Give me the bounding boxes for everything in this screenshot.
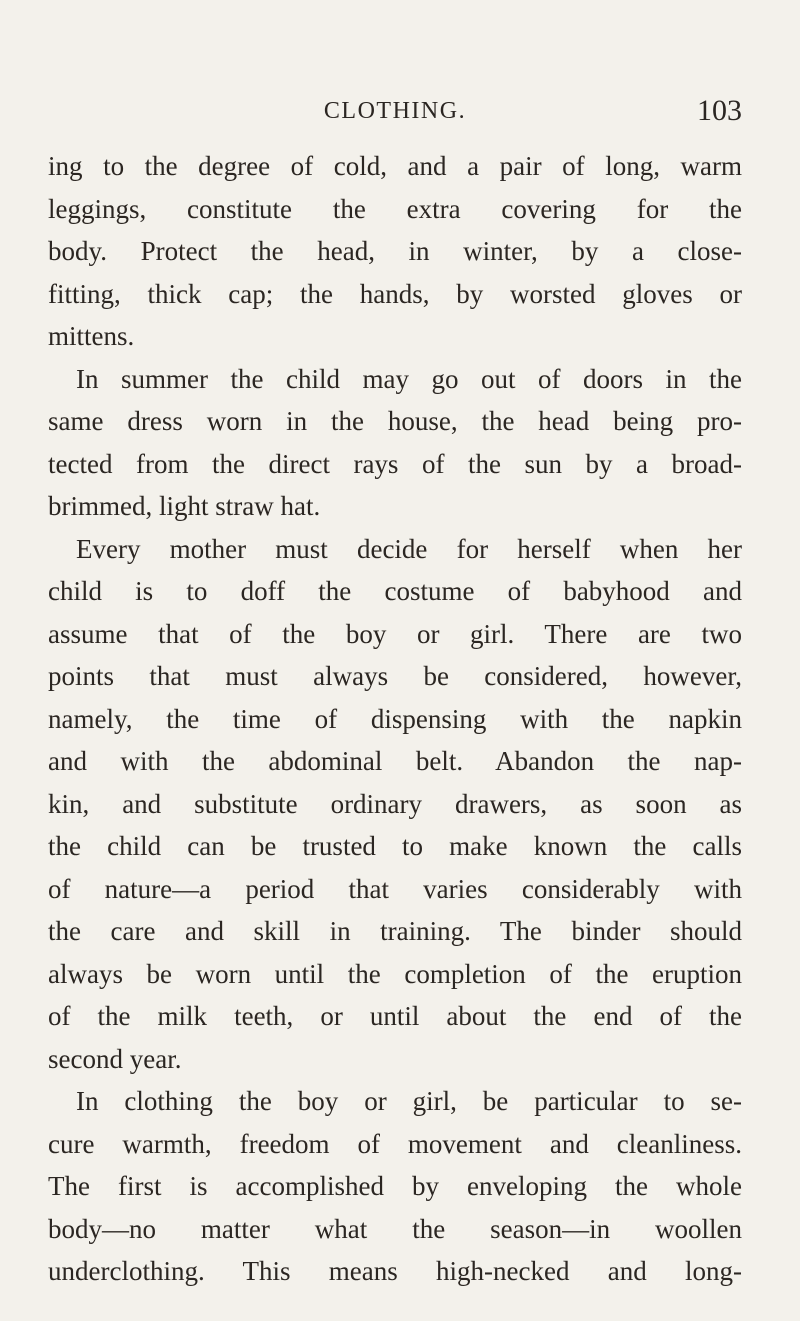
- text-line: In summer the child may go out of doors in the: [76, 363, 742, 394]
- text-line: points that must always be considered, however,: [48, 661, 742, 691]
- text-line: fitting, thick cap; the hands, by worsted gloves or: [48, 278, 742, 309]
- text-line: of nature—a period that varies considerably with: [48, 873, 742, 904]
- text-line: underclothing. This means high-necked and long-: [48, 1256, 742, 1286]
- text-line: same dress worn in the house, the head being pro-: [48, 406, 742, 436]
- text-line: namely, the time of dispensing with the napkin: [48, 703, 742, 734]
- text-line: body—no matter what the season—in woollen: [48, 1213, 742, 1244]
- text-line: tected from the direct rays of the sun by a broad-: [48, 448, 742, 479]
- text-line: always be worn until the completion of the eruption: [48, 958, 742, 989]
- text-line: The first is accomplished by enveloping the whole: [48, 1171, 742, 1201]
- text-line: In clothing the boy or girl, be particular to se-: [76, 1086, 742, 1116]
- running-title: CLOTHING.: [323, 98, 467, 124]
- text-line: assume that of the boy or girl. There are two: [48, 618, 742, 649]
- text-line: and with the abdominal belt. Abandon the nap-: [48, 746, 742, 776]
- text-line: Every mother must decide for herself when her: [76, 533, 742, 564]
- page-number: 103: [697, 94, 742, 127]
- text-line: body. Protect the head, in winter, by a close-: [48, 236, 742, 266]
- running-head: [48, 92, 742, 132]
- text-line: brimmed, light straw hat.: [48, 491, 321, 521]
- text-line: ing to the degree of cold, and a pair of long, warm: [48, 151, 742, 181]
- text-line: the care and skill in training. The binder should: [48, 916, 742, 946]
- text-line: leggings, constitute the extra covering for the: [48, 193, 742, 224]
- text-line: the child can be trusted to make known the calls: [48, 831, 742, 861]
- body-text: [48, 145, 742, 1293]
- text-line: cure warmth, freedom of movement and cleanliness.: [48, 1128, 742, 1159]
- text-line: mittens.: [48, 321, 135, 351]
- text-line: child is to doff the costume of babyhood and: [48, 576, 742, 606]
- text-line: of the milk teeth, or until about the end of the: [48, 1001, 742, 1031]
- text-line: kin, and substitute ordinary drawers, as soon as: [48, 788, 742, 819]
- text-line: second year.: [48, 1043, 182, 1074]
